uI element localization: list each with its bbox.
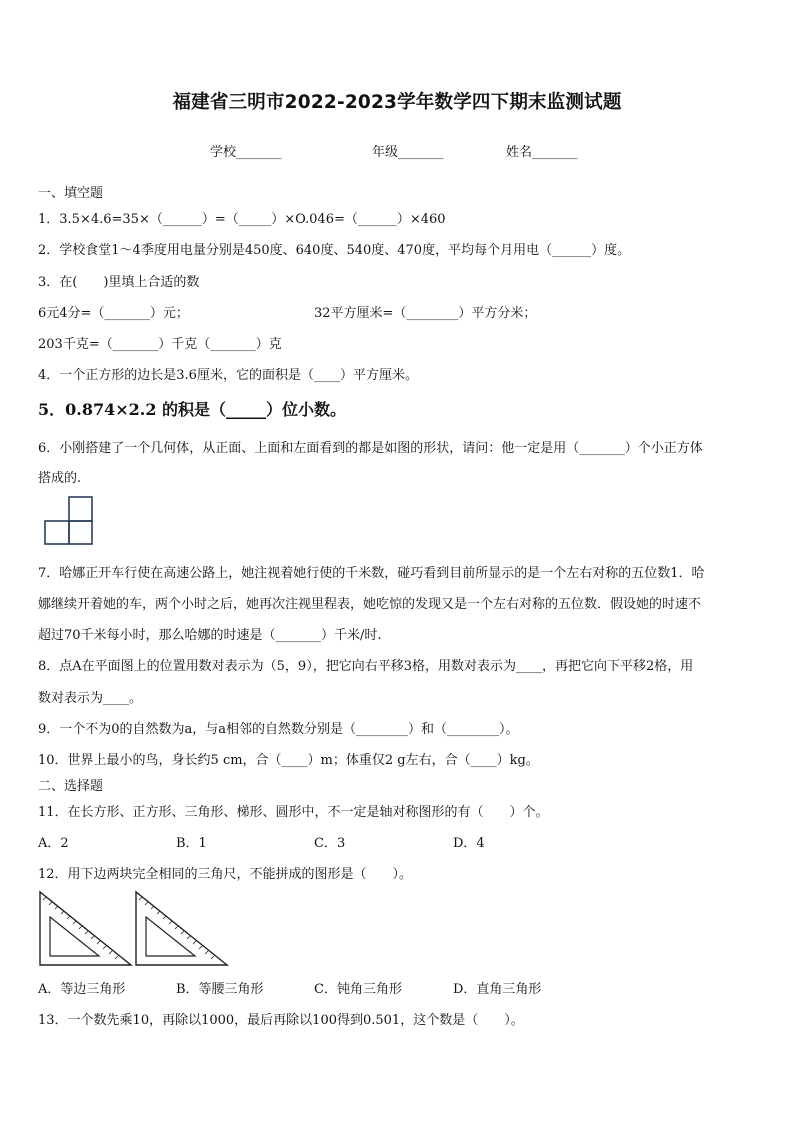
question-3a: 6元4分=（_______）元；	[38, 306, 189, 321]
question-3c: 203千克=（_______）千克（_______）克	[38, 337, 282, 352]
question-7-line-3: 超过70千米每小时，那么哈娜的时速是（_______）千米/时.	[38, 628, 382, 643]
school-field: 学校_______	[210, 145, 282, 160]
question-9: 9．一个不为0的自然数为a，与a相邻的自然数分别是（________）和（________）。	[38, 722, 519, 737]
question-3: 3．在( )里填上合适的数	[38, 275, 200, 290]
question-13: 13．一个数先乘10，再除以1000，最后再除以100得到0.501，这个数是（ ）。	[38, 1013, 524, 1028]
name-field: 姓名_______	[506, 145, 578, 160]
question-7-line-1: 7．哈娜正开车行使在高速公路上，她注视着她行使的千米数，碰巧看到目前所显示的是一个左右对称的五位数1．哈	[38, 566, 705, 581]
question-3b: 32平方厘米=（________）平方分米；	[314, 306, 537, 321]
section-heading-fill: 一、填空题	[38, 186, 104, 201]
page-title: 福建省三明市2022-2023学年数学四下期末监测试题	[172, 92, 622, 113]
question-2: 2．学校食堂1～4季度用电量分别是450度、640度、540度、470度，平均每个月用电（______）度。	[38, 243, 631, 258]
question-6-line-1: 6．小刚搭建了一个几何体，从正面、上面和左面看到的都是如图的形状，请问：他一定是用（_______）个小正方体	[38, 441, 703, 456]
q12-option-c: C．钝角三角形	[314, 982, 402, 997]
q12-option-a: A．等边三角形	[38, 982, 126, 997]
section-heading-choice: 二、选择题	[38, 779, 104, 794]
q12-option-d: D．直角三角形	[453, 982, 542, 997]
question-4: 4．一个正方形的边长是3.6厘米，它的面积是（____）平方厘米。	[38, 368, 418, 383]
question-12: 12．用下边两块完全相同的三角尺，不能拼成的图形是（ ）。	[38, 867, 413, 882]
question-1: 1．3.5×4.6=35×（______）=（_____）×O.046=（______）×460	[38, 212, 446, 227]
question-10: 10．世界上最小的鸟，身长约5 cm，合（____）m；体重仅2 g左右，合（____）kg。	[38, 753, 539, 768]
question-7-line-2: 娜继续开着她的车，两个小时之后，她再次注视里程表，她吃惊的发现又是一个左右对称的五位数．假设她的时速不	[38, 597, 702, 612]
set-square-right-figure	[134, 890, 230, 968]
q12-option-b: B．等腰三角形	[176, 982, 264, 997]
question-11: 11．在长方形、正方形、三角形、梯形、圆形中，不一定是轴对称图形的有（ ）个。	[38, 805, 549, 820]
question-8-line-1: 8．点A在平面图上的位置用数对表示为（5，9），把它向右平移3格，用数对表示为____，再把它向下平移2格，用	[38, 659, 694, 674]
grade-field: 年级_______	[372, 145, 444, 160]
q11-option-a: A．2	[38, 836, 69, 851]
question-8-line-2: 数对表示为____。	[38, 691, 143, 706]
q11-option-b: B．1	[176, 836, 207, 851]
q11-option-d: D．4	[453, 836, 485, 851]
question-6-line-2: 搭成的.	[38, 471, 82, 486]
set-square-left-figure	[38, 890, 134, 968]
q11-option-c: C．3	[314, 836, 346, 851]
question-5: 5．0.874×2.2 的积是（_____）位小数。	[38, 400, 347, 419]
cube-view-figure	[44, 496, 94, 546]
